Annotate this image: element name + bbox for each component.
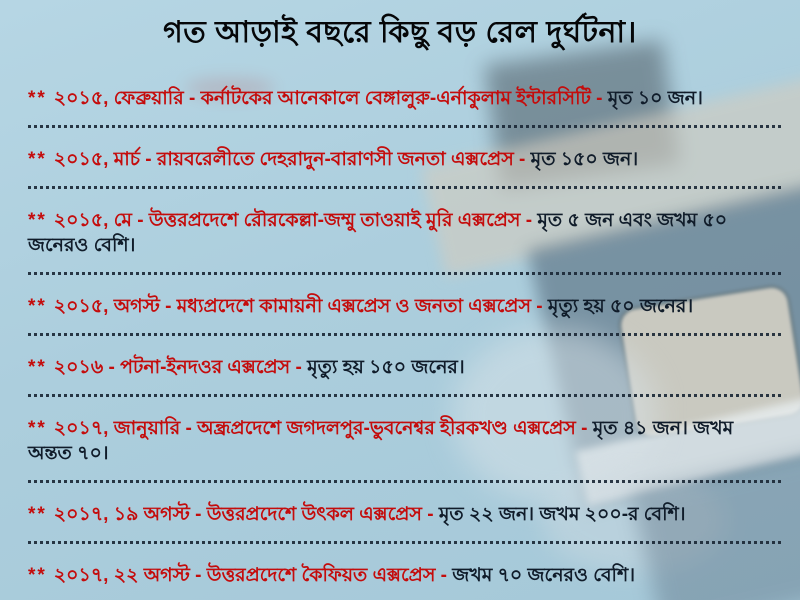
accident-event: ২০১৫, মার্চ - রায়বরেলীতে দেহরাদুন-বারাণসী জনতা এক্সপ্রেস - (53, 149, 526, 170)
accident-casualty: মৃত্যু হয় ৫০ জনের। (547, 296, 694, 317)
dotted-separator (28, 333, 782, 336)
bullet-marker: ** (28, 504, 47, 525)
accident-item (28, 355, 782, 380)
accident-casualty: মৃত্যু হয় ১৫০ জনের। (307, 357, 465, 378)
dotted-separator (28, 272, 782, 275)
accident-event: ২০১৫, ফেব্রুয়ারি - কর্নাটকের আনেকালে বেঙ্গালুরু-এর্নাকুলাম ইন্টারসিটি - (53, 88, 603, 109)
accident-event: ২০১৭, জানুয়ারি - অন্ধ্রপ্রদেশে জগদলপুর-ভুবনেশ্বর হীরকখণ্ড এক্সপ্রেস - (53, 418, 588, 439)
accident-event: ২০১৫, মে - উত্তরপ্রদেশে রৌরকেল্লা-জম্মু তাওয়াই মুরি এক্সপ্রেস - (53, 210, 533, 231)
bullet-marker: ** (28, 565, 47, 586)
accident-casualty: মৃত ১০ জন। (607, 88, 703, 109)
accident-casualty: মৃত ২২ জন। জখম ২০০-র বেশি। (438, 504, 686, 525)
accident-event: ২০১৭, ২২ অগস্ট - উত্তরপ্রদেশে কৈফিয়ত এক্সপ্রেস - (53, 565, 447, 586)
accident-casualty: মৃত ৫ জন এবং জখম ৫০ জনেরও বেশি। (28, 210, 728, 256)
dotted-separator (28, 480, 782, 483)
accident-event: ২০১৭, ১৯ অগস্ট - উত্তরপ্রদেশে উৎকল এক্সপ্রেস - (53, 504, 434, 525)
accident-item (28, 563, 782, 588)
accident-item (28, 86, 782, 111)
accident-list (28, 86, 782, 588)
accident-event: ২০১৫, অগস্ট - মধ্যপ্রদেশে কামায়নী এক্সপ্রেস ও জনতা এক্সপ্রেস - (53, 296, 543, 317)
accident-item (28, 147, 782, 172)
accident-casualty: মৃত ১৫০ জন। (530, 149, 639, 170)
dotted-separator (28, 186, 782, 189)
accident-event: ২০১৬ - পটনা-ইনদওর এক্সপ্রেস - (53, 357, 302, 378)
accident-casualty: মৃত ৪১ জন। জখম অন্তত ৭০। (28, 418, 734, 464)
bullet-marker: ** (28, 149, 47, 170)
accident-item (28, 502, 782, 527)
dotted-separator (28, 125, 782, 128)
accident-item (28, 416, 782, 466)
bullet-marker: ** (28, 296, 47, 317)
page-title: গত আড়াই বছরে কিছু বড় রেল দুর্ঘটনা। (163, 16, 637, 49)
accident-item (28, 208, 782, 258)
bullet-marker: ** (28, 418, 47, 439)
accident-item (28, 294, 782, 319)
accident-casualty: জখম ৭০ জনেরও বেশি। (452, 565, 635, 586)
bullet-marker: ** (28, 88, 47, 109)
dotted-separator (28, 394, 782, 397)
bullet-marker: ** (28, 357, 47, 378)
dotted-separator (28, 541, 782, 544)
bullet-marker: ** (28, 210, 47, 231)
